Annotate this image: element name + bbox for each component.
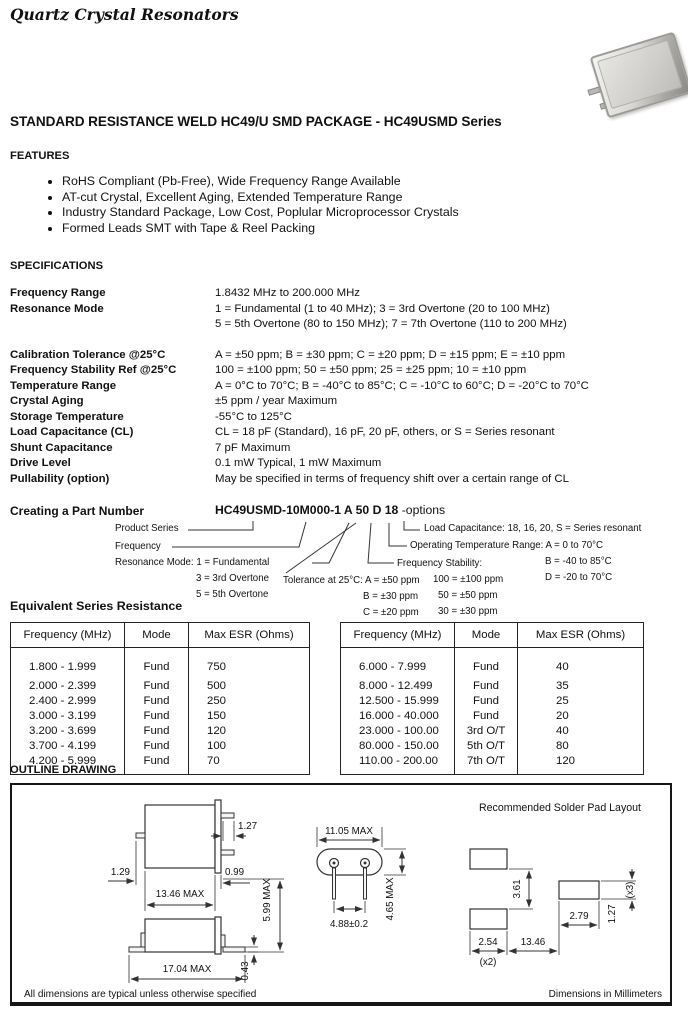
dim-pad-gap: 3.61 xyxy=(512,879,523,899)
spec-row: Drive Level 0.1 mW Typical, 1 mW Maximum xyxy=(10,457,382,469)
label-tolerance-c: C = ±20 ppm xyxy=(363,607,419,618)
dim-nub: 1.29 xyxy=(110,867,130,878)
col-mode: Mode xyxy=(125,623,189,648)
outline-drawing-heading: OUTLINE DRAWING xyxy=(10,764,117,776)
esr-table-low-freq xyxy=(10,622,310,775)
dim-overall-length: 17.04 MAX xyxy=(162,964,212,975)
col-max-esr: Max ESR (Ohms) xyxy=(518,623,644,648)
label-frequency: Frequency xyxy=(115,541,161,552)
label-op-temp-b: B = -40 to 85°C xyxy=(545,556,612,567)
solder-pad-layout xyxy=(470,802,641,968)
label-stability-50: 50 = ±50 ppm xyxy=(438,590,498,601)
feature-item: • Industry Standard Package, Low Cost, Poplular Microprocessor Crystals xyxy=(62,205,459,221)
spec-row: Storage Temperature -55°C to 125°C xyxy=(10,410,292,423)
table-row: 3.200 - 3.699 Fund 120 xyxy=(11,724,310,739)
spec-row: Shunt Capacitance 7 pF Maximum xyxy=(10,441,291,454)
feature-item: • RoHS Compliant (Pb-Free), Wide Frequency Range Available xyxy=(62,174,459,190)
table-row: 2.400 - 2.999 Fund 250 xyxy=(11,694,310,709)
label-tolerance-a: Tolerance at 25°C: A = ±50 ppm xyxy=(283,575,420,586)
label-product-series: Product Series xyxy=(115,523,179,534)
spec-row: Frequency Range 1.8432 MHz to 200.000 MHz xyxy=(10,287,360,299)
dim-pad-height-note: (x3) xyxy=(625,881,636,899)
table-row: 80.000 - 150.00 5th O/T 80 xyxy=(341,739,644,754)
label-load-capacitance: Load Capacitance: 18, 16, 20, S = Series resonant xyxy=(424,523,642,534)
page-title: STANDARD RESISTANCE WELD HC49/U SMD PACKAGE - HC49USMD Series xyxy=(10,114,502,129)
esr-table-high-freq xyxy=(340,622,644,775)
specifications-list xyxy=(10,286,678,487)
col-frequency: Frequency (MHz) xyxy=(11,623,125,648)
dim-flange: 0.99 xyxy=(225,867,245,878)
spec-row: Frequency Stability Ref @25°C 100 = ±100 ppm; 50 = ±50 ppm; 25 = ±25 ppm; 10 = ±10 ppm xyxy=(10,364,527,376)
dim-body-length: 13.46 MAX xyxy=(155,889,205,900)
label-op-temp-d: D = -20 to 70°C xyxy=(545,572,613,583)
outline-drawing xyxy=(12,785,670,1002)
dim-lead-span: 4.88±0.2 xyxy=(329,919,369,930)
dim-pad-width-3: 2.79 xyxy=(569,911,589,922)
outline-drawing-box xyxy=(10,783,672,1006)
label-resonance-5: 5 = 5th Overtone xyxy=(196,589,269,600)
spec-row: Crystal Aging ±5 ppm / year Maximum xyxy=(10,395,338,407)
label-stability-30: 30 = ±30 ppm xyxy=(438,606,498,617)
table-header-row xyxy=(341,623,644,648)
part-number-options-suffix: -options xyxy=(398,503,446,517)
spec-row: 5 = 5th Overtone (80 to 150 MHz); 7 = 7th Overtone (110 to 200 MHz) xyxy=(215,318,567,330)
solder-pad-title: Recommended Solder Pad Layout xyxy=(479,802,641,814)
spec-row: Load Capacitance (CL) CL = 18 pF (Standard), 16 pF, 20 pF, others, or S = Series resonant xyxy=(10,426,555,438)
table-row: 3.700 - 4.199 Fund 100 xyxy=(11,739,310,754)
dim-end-width: 11.05 MAX xyxy=(325,826,373,837)
spec-row: Temperature Range A = 0°C to 70°C; B = -40°C to 85°C; C = -10°C to 60°C; D = -20°C to 70°C xyxy=(10,379,589,392)
part-number-heading: Creating a Part Number xyxy=(10,504,145,518)
dim-pad-width-2-note: (x2) xyxy=(479,957,497,968)
features-list xyxy=(28,174,459,236)
table-row: 6.000 - 7.999 Fund 40 xyxy=(341,648,644,680)
table-row: 3.000 - 3.199 Fund 150 xyxy=(11,709,310,724)
table-row: 1.800 - 1.999 Fund 750 xyxy=(11,648,310,680)
side-view-drawing xyxy=(129,917,258,983)
dim-end-height: 4.65 MAX xyxy=(385,877,396,921)
label-resonance-mode: Resonance Mode: 1 = Fundamental xyxy=(115,557,270,568)
outline-note-right: Dimensions in Millimeters xyxy=(548,989,662,1000)
spec-row: Pullability (option) May be specified in terms of frequency shift over a certain range of CL xyxy=(10,472,569,485)
crystal-photo xyxy=(588,34,688,122)
table-row: 23.000 - 100.00 3rd O/T 40 xyxy=(341,724,644,739)
dim-pad-width-2: 2.54 xyxy=(478,937,498,948)
feature-item: • AT-cut Crystal, Excellent Aging, Extended Temperature Range xyxy=(62,190,459,206)
spec-row: Resonance Mode 1 = Fundamental (1 to 40 MHz); 3 = 3rd Overtone (20 to 100 MHz) xyxy=(10,302,550,315)
dim-lead-offset: 1.27 xyxy=(238,821,258,832)
table-header-row xyxy=(11,623,310,648)
outline-note-left: All dimensions are typical unless otherwise specified xyxy=(24,989,257,1000)
dim-pad-pitch: 13.46 xyxy=(520,937,546,948)
dim-pad-height: 1.27 xyxy=(607,904,618,924)
brand-title: Quartz Crystal Resonators xyxy=(10,5,239,24)
features-heading: FEATURES xyxy=(10,150,70,162)
label-frequency-stability: Frequency Stability: xyxy=(397,558,483,569)
end-view-drawing xyxy=(317,826,406,930)
table-row: 110.00 - 200.00 7th O/T 120 xyxy=(341,754,644,775)
part-number-value: HC49USMD-10M000-1 A 50 D 18 xyxy=(215,503,399,517)
esr-heading: Equivalent Series Resistance xyxy=(10,599,183,613)
label-tolerance-b: B = ±30 ppm xyxy=(363,591,419,602)
dim-foot-height: 0.43 xyxy=(240,961,251,981)
label-resonance-3: 3 = 3rd Overtone xyxy=(196,573,269,584)
table-row: 2.000 - 2.399 Fund 500 xyxy=(11,679,310,694)
crystal-body xyxy=(590,32,688,119)
spec-row: Calibration Tolerance @25°C A = ±50 ppm; B = ±30 ppm; C = ±20 ppm; D = ±15 ppm; E = ±10 ppm xyxy=(10,348,566,361)
col-frequency: Frequency (MHz) xyxy=(341,623,455,648)
label-operating-temp: Operating Temperature Range: A = 0 to 70°C xyxy=(410,540,603,551)
specifications-heading: SPECIFICATIONS xyxy=(10,260,104,272)
col-mode: Mode xyxy=(455,623,518,648)
col-max-esr: Max ESR (Ohms) xyxy=(189,623,310,648)
table-row: 8.000 - 12.499 Fund 35 xyxy=(341,679,644,694)
table-row: 16.000 - 40.000 Fund 20 xyxy=(341,709,644,724)
dim-body-height: 5.99 MAX xyxy=(262,878,273,922)
table-row: 4.200 - 5.999 Fund 70 xyxy=(11,754,310,775)
crystal-face xyxy=(597,40,682,109)
label-stability-100: 100 = ±100 ppm xyxy=(433,574,504,585)
feature-item: • Formed Leads SMT with Tape & Reel Packing xyxy=(62,221,459,237)
table-row: 12.500 - 15.999 Fund 25 xyxy=(341,694,644,709)
